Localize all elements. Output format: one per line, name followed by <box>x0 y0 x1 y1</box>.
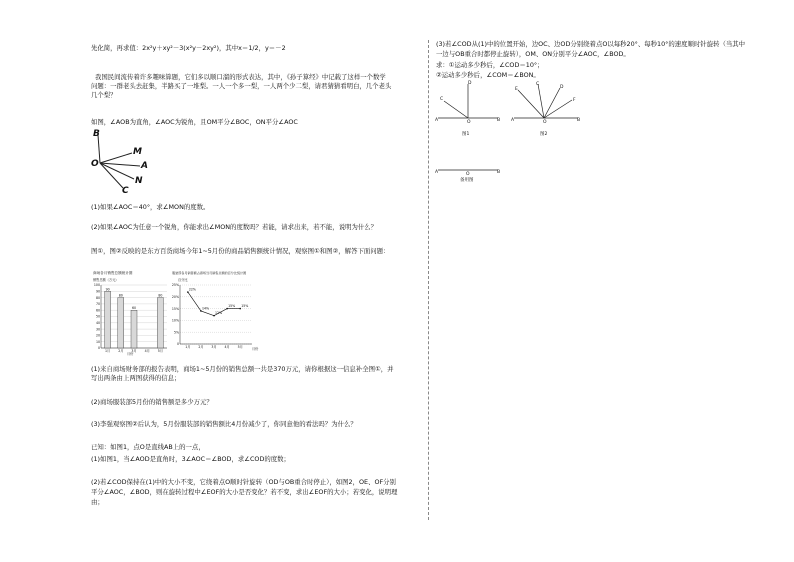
question-riddle-line3: 几个梨？ <box>91 91 117 99</box>
bar-chart-ytick-2: 20 <box>95 333 100 338</box>
question-rotation-part3-line1: (3)若∠COD从(1)中的位置开始，边OC、边OD分别绕着点O以每秒20°、每秒10°的速度顺时针旋转（当其中 <box>436 40 746 48</box>
question-chart-part2: (2)商场服装部5月份的销售额是多少万元？ <box>91 398 213 406</box>
label-m: M <box>133 147 142 157</box>
bar-chart-xtick-4: 4月 <box>144 349 150 353</box>
fig3-label-a: A <box>435 170 439 175</box>
bar-chart-title: 商场各月销售总额统计图 <box>93 271 133 275</box>
line-chart-ytick-3: 15% <box>171 306 179 311</box>
bar-label-5: 80 <box>158 293 163 298</box>
question-angle-part1: (1)如果∠AOC＝40°，求∠MON的度数。 <box>91 203 210 211</box>
line-label-1: 22% <box>188 287 196 292</box>
bar-chart-ytick-9: 90 <box>95 289 100 294</box>
line-label-3: 12% <box>215 311 223 316</box>
figure-1 <box>434 80 502 136</box>
line-chart-ytick-4: 20% <box>171 295 179 299</box>
question-rotation-part2-line3: 由； <box>91 498 104 506</box>
question-chart-part3: (3)李强观察图②后认为，5月份服装部的销售额比4月份减少了，你同意他的看法吗？为什么？ <box>91 420 357 428</box>
bar-chart-xlabel: 月份 <box>127 352 134 356</box>
label-o: O <box>91 159 99 169</box>
figure-backup <box>434 162 506 184</box>
question-rotation-part1: (1)如图1，当∠AOD是直角时，3∠AOC＝∠BOD，求∠COD的度数； <box>91 455 290 463</box>
line-chart-xlabel: 月份 <box>252 347 259 351</box>
fig2-label-b: B <box>577 118 581 123</box>
bar-chart-ytick-7: 70 <box>95 302 100 307</box>
bar-chart-xtick-3: 3月 <box>131 349 137 353</box>
question-rotation-ask1: 求：①运动多少秒后，∠COD＝10°； <box>436 61 544 69</box>
bar-label-3: 60 <box>131 306 137 311</box>
bar-chart-ylabel: 销售总额（万元） <box>93 278 119 282</box>
fig1-label-b: B <box>497 118 501 123</box>
bar-chart-ytick-5: 50 <box>95 314 100 319</box>
bar-chart-xtick-1: 1月 <box>104 349 111 353</box>
question-angle-stem: 如图，∠AOB为直角，∠AOC为锐角，且OM平分∠BOC，ON平分∠AOC <box>91 118 298 126</box>
fig1-label-o: O <box>467 120 471 125</box>
question-rotation-part3-line2: 一边与OB重合时都停止旋转），OM、ON分别平分∠AOC，∠BOD。 <box>436 50 630 58</box>
label-n: N <box>135 176 143 186</box>
angle-figure <box>88 126 158 196</box>
bar-chart-ytick-4: 40 <box>95 321 100 325</box>
line-chart-ytick-1: 5% <box>173 330 179 335</box>
line-chart-title: 服装部各月销售额占商场当月销售总额的百分比统计图 <box>172 271 247 275</box>
column-divider <box>428 40 429 520</box>
bar-chart-ytick-0: 0 <box>97 346 100 351</box>
fig2-label-o: O <box>543 120 547 125</box>
bar-3 <box>131 310 137 348</box>
question-rotation-ask2: ②运动多少秒后，∠COM＝∠BON。 <box>436 71 540 79</box>
line-chart-ylabel: 百分比 <box>178 278 188 282</box>
question-angle-part2: (2)如果∠AOC为任意一个锐角，你能求出∠MON的度数吗？若能，请求出来，若不能，说明为什么？ <box>91 223 378 231</box>
ray-om <box>100 153 132 163</box>
question-chart-stem: 图①，图②反映的是东方百货商场今年1~5月份的商品销售额统计情况，观察图①和图②，解答下面问题： <box>91 247 390 255</box>
label-b: B <box>93 129 100 139</box>
fig1-label-a: A <box>435 118 439 123</box>
line-chart-xtick-1: 1月 <box>185 345 191 349</box>
bar-1 <box>105 291 111 348</box>
line-chart-xtick-2: 2月 <box>198 345 204 349</box>
question-simplify: 先化简，再求值：2x²y＋xy²－3(x²y－2xy²)，其中x＝1/2，y＝－2 <box>91 44 286 52</box>
bar-chart-xtick-2: 2月 <box>118 349 124 353</box>
label-c: C <box>122 186 129 196</box>
bar-chart-ytick-10: 100 <box>93 283 100 288</box>
label-a: A <box>141 161 148 171</box>
fig2-label-d: D <box>560 85 564 90</box>
bar-5 <box>157 298 163 348</box>
question-rotation-part2-line1: (2)若∠COD保持在(1)中的大小不变，它绕着点O顺时针旋转（OD与OB重合时停止），如图2，OE、OF分别 <box>91 478 396 486</box>
bar-chart-xtick-5: 5月 <box>157 349 164 353</box>
line-label-5: 15% <box>241 304 249 309</box>
ray-oc <box>100 163 123 188</box>
fig2-caption: 图2 <box>540 132 548 136</box>
line-chart-xtick-3: 3月 <box>211 345 217 349</box>
line-chart-ytick-5: 25% <box>171 283 179 288</box>
fig1-label-d: D <box>468 81 472 86</box>
question-rotation-stem: 已知：如图1，点O是直线AB上的一点， <box>91 443 205 451</box>
bar-chart-ytick-1: 10 <box>95 339 100 344</box>
question-riddle-line2: 问题：一群老头去赶集，半路买了一堆梨。一人一个多一梨，一人两个少二梨，请君猜猜看明白，几个老头 <box>91 82 392 90</box>
bar-chart-ytick-3: 30 <box>95 327 100 332</box>
fig3-label-b: B <box>497 170 501 175</box>
line-chart-xtick-5: 5月 <box>237 345 243 349</box>
fig2-label-e: E <box>515 87 518 92</box>
fig1-label-c: C <box>440 97 444 102</box>
bar-2 <box>118 298 124 348</box>
bar-label-1: 90 <box>105 287 110 292</box>
bar-chart-ytick-8: 80 <box>95 295 100 300</box>
line-chart-ytick-2: 10% <box>171 318 179 323</box>
fig2-label-c: C <box>536 82 540 87</box>
figure-2 <box>510 80 582 136</box>
question-rotation-part2-line2: 平分∠AOC，∠BOD，则在旋转过程中∠EOF的大小是否变化？若不变，求出∠EOF的大小；若变化，说明理 <box>91 488 398 496</box>
fig2-label-f: F <box>573 98 576 103</box>
line-label-2: 14% <box>201 306 210 311</box>
question-chart-part1-line1: (1)来自商场财务部的报告表明，商场1~5月份的销售总额一共是370万元，请你根据这一信息补全图①，并 <box>91 365 394 373</box>
bar-label-2: 80 <box>118 293 123 298</box>
line-chart-ytick-0: 0 <box>176 342 179 347</box>
line-chart <box>170 268 262 356</box>
line-label-4: 15% <box>228 304 236 309</box>
line-chart-xtick-4: 4月 <box>224 345 230 349</box>
fig3-label-o: O <box>466 172 470 177</box>
fig2-label-a: A <box>511 118 515 123</box>
bar-chart-ytick-6: 60 <box>95 308 100 313</box>
fig3-caption: 备用图 <box>460 178 474 183</box>
fig1-caption: 图1 <box>462 132 470 136</box>
question-chart-part1-line2: 写出两条由上两图获得的信息； <box>91 374 181 382</box>
question-riddle-line1: 我国民间流传着许多趣味算题，它们多以顺口溜的形式表达，其中，《孙子算经》中记载了这样一个数学 <box>95 73 386 81</box>
bar-chart <box>89 268 171 356</box>
